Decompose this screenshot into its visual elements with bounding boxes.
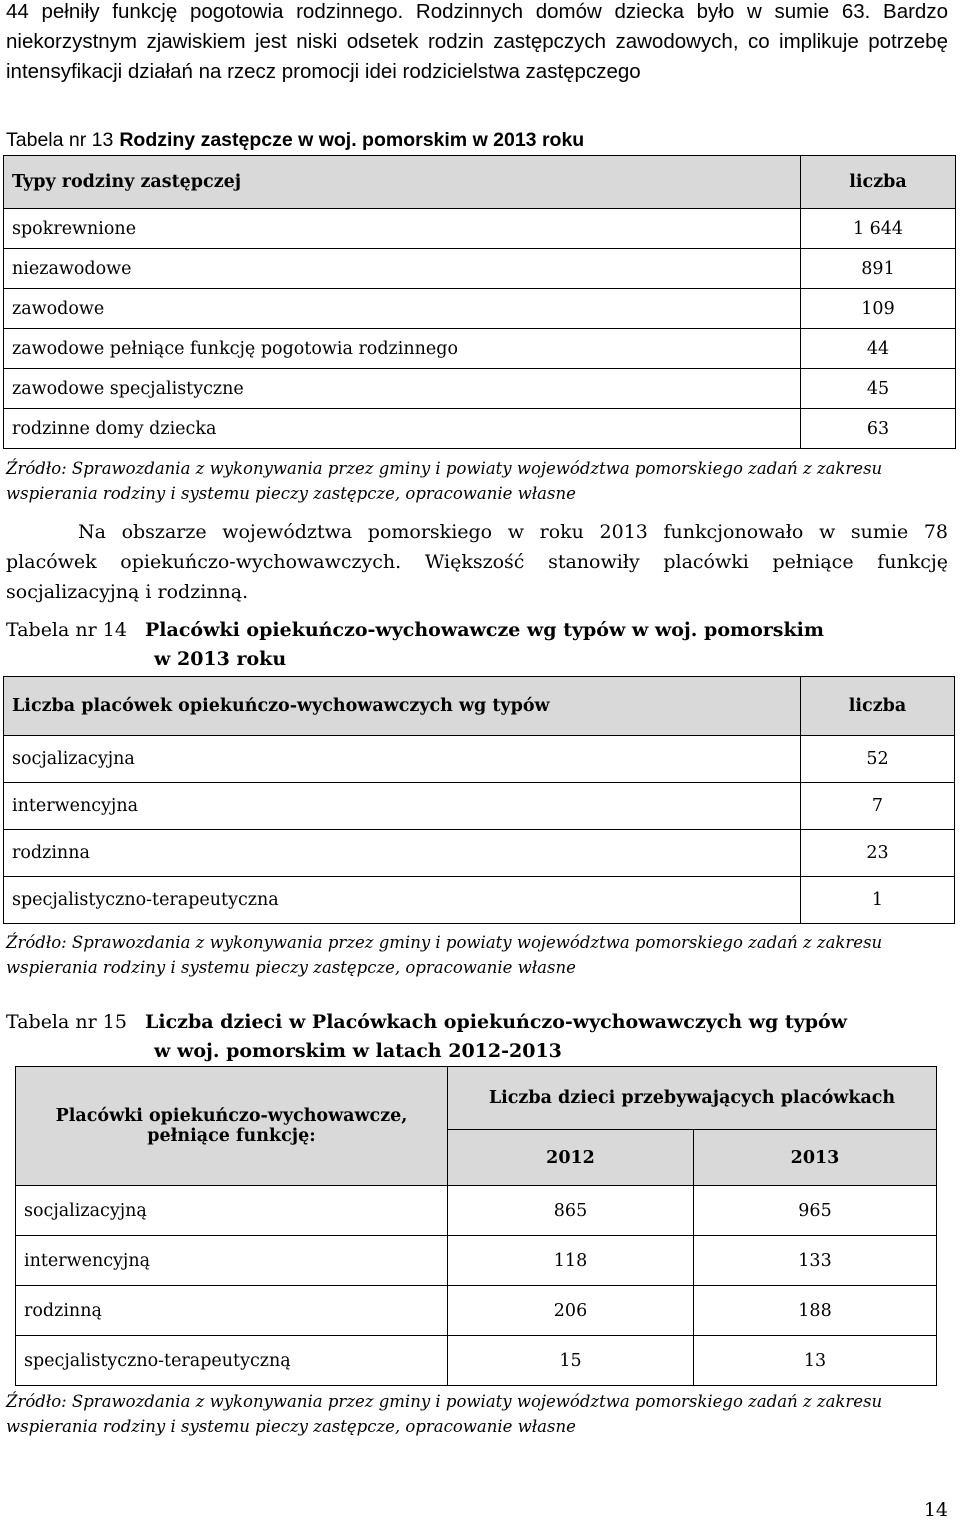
table-row — [4, 369, 956, 409]
table-14-caption — [6, 616, 950, 674]
table-row — [4, 783, 955, 830]
row-value-2013: 133 — [694, 1236, 937, 1286]
row-label: socjalizacyjną — [16, 1186, 448, 1236]
table-row — [4, 877, 955, 924]
table-row — [4, 209, 956, 249]
row-label: interwencyjna — [4, 783, 801, 830]
row-label: zawodowe — [4, 289, 801, 329]
row-value-2012: 118 — [448, 1236, 694, 1286]
column-header-facility-type: Liczba placówek opiekuńczo-wychowawczych wg typów — [4, 677, 801, 736]
table-row — [4, 289, 956, 329]
row-label: socjalizacyjna — [4, 736, 801, 783]
table-13-caption-prefix: Tabela nr 13 — [6, 129, 114, 151]
row-label: zawodowe specjalistyczne — [4, 369, 801, 409]
table-row — [4, 409, 956, 449]
table-15-caption — [6, 1008, 950, 1066]
intro-paragraph: 44 pełniły funkcję pogotowia rodzinnego. Rodzinnych domów dziecka było w sumie 63. Bardzo niekorzystnym zjawiskiem jest niski odsetek rodzin zastępczych zawodowych, co implikuje potrzebę intensyfikacji działań na rzecz promocji idei rodzicielstwa zastępczego — [6, 0, 948, 83]
table-row — [16, 1236, 937, 1286]
row-label: zawodowe pełniące funkcję pogotowia rodzinnego — [4, 329, 801, 369]
table-15-caption-title: Liczba dzieci w Placówkach opiekuńczo-wychowawczych wg typów — [145, 1011, 848, 1033]
row-value: 45 — [801, 369, 956, 409]
table-14-caption-prefix: Tabela nr 14 — [6, 619, 127, 641]
column-header-count: liczba — [801, 677, 955, 736]
table-13-source: Źródło: Sprawozdania z wykonywania przez gminy i powiaty województwa pomorskiego zadań z zakresu wspierania rodziny i systemu pieczy zastępcze, opracowanie własne — [6, 459, 883, 503]
table-row — [4, 329, 956, 369]
row-label: spokrewnione — [4, 209, 801, 249]
table-15-caption-title-line2: w woj. pomorskim w latach 2012-2013 — [154, 1040, 562, 1062]
table-15-caption-prefix: Tabela nr 15 — [6, 1011, 127, 1033]
column-header-type: Typy rodziny zastępczej — [4, 156, 801, 209]
row-value: 63 — [801, 409, 956, 449]
row-value: 891 — [801, 249, 956, 289]
row-label: rodzinną — [16, 1286, 448, 1336]
row-value-2013: 13 — [694, 1336, 937, 1386]
column-header-facility-function: Placówki opiekuńczo-wychowawcze, pełniące funkcję: — [16, 1067, 448, 1186]
table-15-source: Źródło: Sprawozdania z wykonywania przez gminy i powiaty województwa pomorskiego zadań z zakresu wspierania rodziny i systemu pieczy zastępcze, opracowanie własne — [6, 1392, 883, 1436]
table-row — [4, 736, 955, 783]
row-value-2012: 206 — [448, 1286, 694, 1336]
table-15-children-in-facilities — [15, 1066, 937, 1386]
table-header-row — [16, 1067, 937, 1130]
table-row — [16, 1186, 937, 1236]
page-number: 14 — [923, 1499, 948, 1521]
row-value-2013: 188 — [694, 1286, 937, 1336]
row-value: 7 — [801, 783, 955, 830]
row-value: 109 — [801, 289, 956, 329]
row-value: 52 — [801, 736, 955, 783]
row-label: rodzinna — [4, 830, 801, 877]
middle-paragraph: Na obszarze województwa pomorskiego w roku 2013 funkcjonowało w sumie 78 placówek opiekuńczo-wychowawczych. Większość stanowiły placówki pełniące funkcję socjalizacyjną i rodzinną. — [6, 521, 948, 603]
table-row — [16, 1286, 937, 1336]
row-value: 23 — [801, 830, 955, 877]
row-value: 44 — [801, 329, 956, 369]
column-header-children-count: Liczba dzieci przebywających placówkach — [448, 1067, 937, 1130]
row-label: niezawodowe — [4, 249, 801, 289]
row-label: rodzinne domy dziecka — [4, 409, 801, 449]
table-14-care-facilities — [3, 676, 955, 924]
table-row — [4, 249, 956, 289]
table-13-caption-title: Rodziny zastępcze w woj. pomorskim w 2013 roku — [119, 129, 585, 151]
row-label: interwencyjną — [16, 1236, 448, 1286]
table-14-source: Źródło: Sprawozdania z wykonywania przez gminy i powiaty województwa pomorskiego zadań z zakresu wspierania rodziny i systemu pieczy zastępcze, opracowanie własne — [6, 933, 883, 977]
table-14-caption-title: Placówki opiekuńczo-wychowawcze wg typów w woj. pomorskim — [145, 619, 824, 641]
table-header-row — [4, 677, 955, 736]
column-header-count: liczba — [801, 156, 956, 209]
row-value: 1 — [801, 877, 955, 924]
row-value-2012: 865 — [448, 1186, 694, 1236]
table-14-caption-title-line2: w 2013 roku — [154, 648, 287, 670]
table-row — [4, 830, 955, 877]
column-header-year-2012: 2012 — [448, 1130, 694, 1186]
row-label: specjalistyczno-terapeutyczną — [16, 1336, 448, 1386]
table-row — [16, 1336, 937, 1386]
row-value-2012: 15 — [448, 1336, 694, 1386]
table-13-foster-families — [3, 155, 956, 449]
row-value-2013: 965 — [694, 1186, 937, 1236]
table-header-row — [4, 156, 956, 209]
row-value: 1 644 — [801, 209, 956, 249]
column-header-year-2013: 2013 — [694, 1130, 937, 1186]
table-13-caption — [6, 126, 950, 155]
row-label: specjalistyczno-terapeutyczna — [4, 877, 801, 924]
